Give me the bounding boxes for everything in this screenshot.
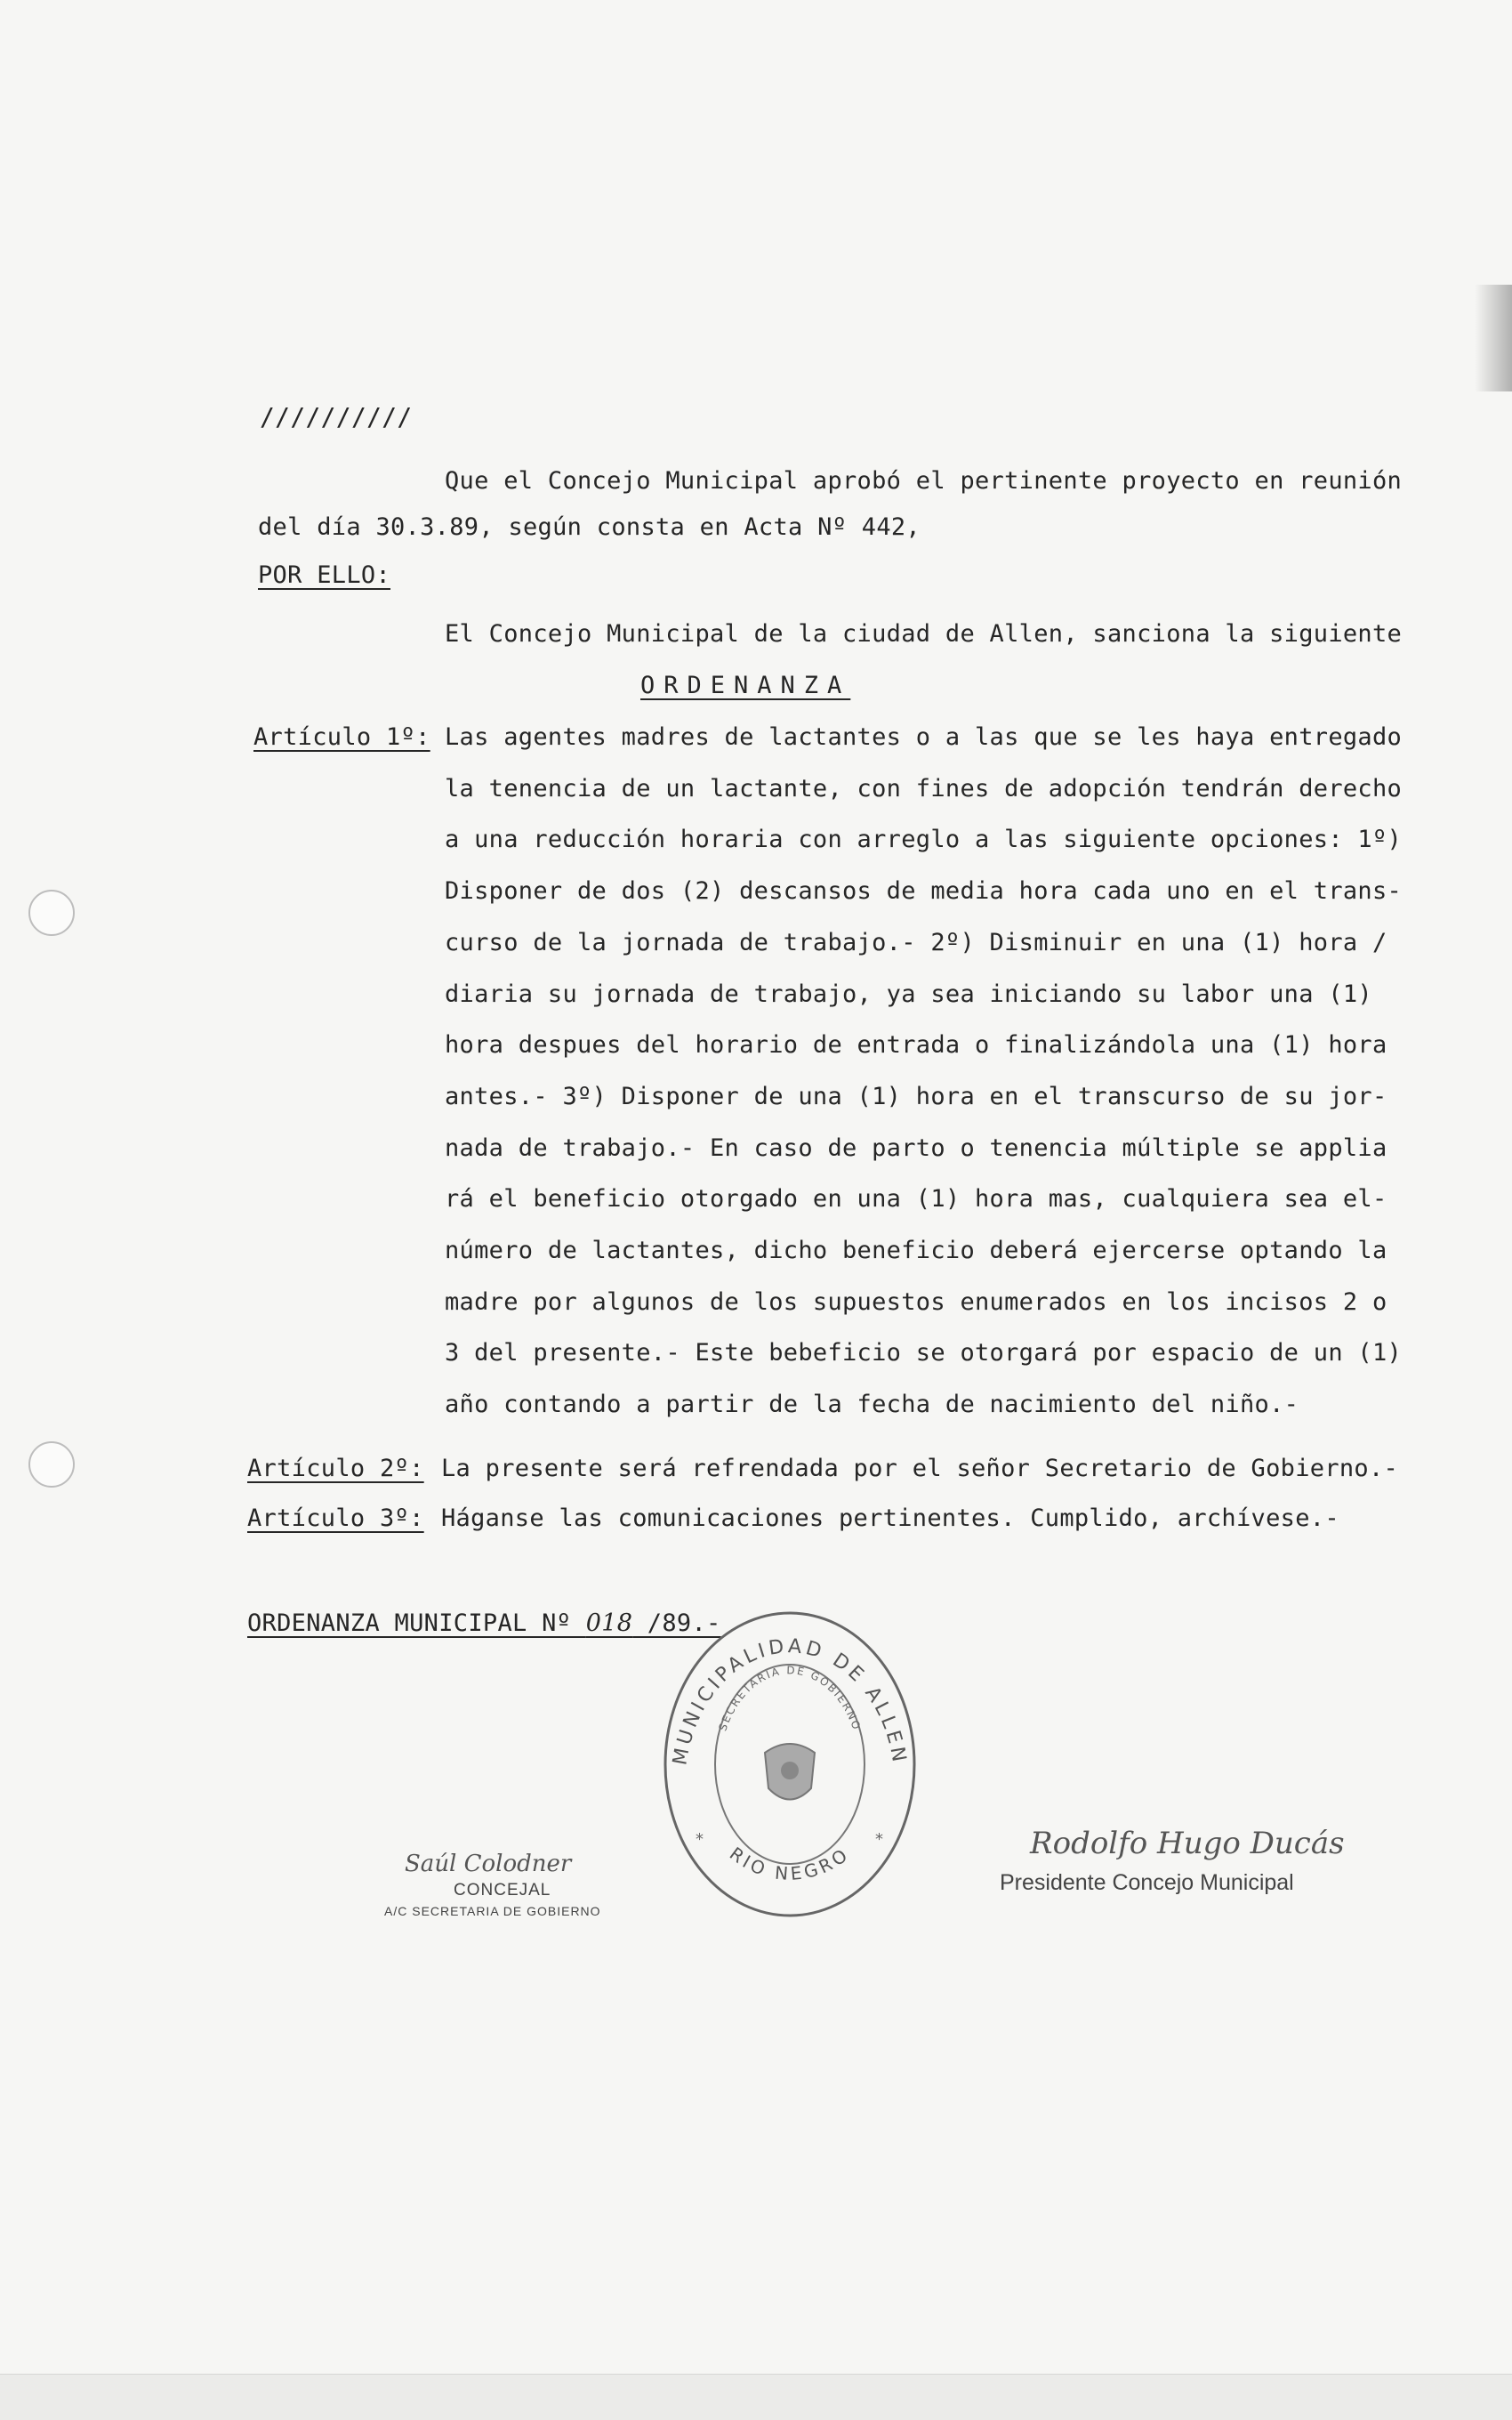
- seal-star-left: *: [696, 1830, 704, 1849]
- articulo-1-line: diaria su jornada de trabajo, ya sea iniciando su labor una (1): [445, 980, 1372, 1008]
- seal-bottom-text: RIO NEGRO: [725, 1843, 855, 1885]
- page-bottom-edge: [0, 2374, 1512, 2420]
- ordenanza-ref-prefix: ORDENANZA MUNICIPAL Nº: [247, 1609, 586, 1637]
- seal-emblem: [765, 1744, 815, 1800]
- articulo-1-line: madre por algunos de los supuestos enumerados en los incisos 2 o: [445, 1288, 1387, 1316]
- articulo-1-line: curso de la jornada de trabajo.- 2º) Disminuir en una (1) hora /: [445, 929, 1387, 956]
- punch-hole: [28, 890, 75, 936]
- por-ello-heading: POR ELLO:: [258, 561, 390, 589]
- articulo-1-line: Disponer de dos (2) descansos de media hora cada uno en el trans-: [445, 877, 1403, 905]
- signature-right-title: Presidente Concejo Municipal: [1000, 1870, 1294, 1895]
- articulo-1-line: antes.- 3º) Disponer de una (1) hora en el transcurso de su jor-: [445, 1083, 1387, 1110]
- signature-left-handwriting: Saúl Colodner: [405, 1851, 572, 1877]
- articulo-1-label: Artículo 1º:: [253, 723, 430, 751]
- ordenanza-reference: [247, 1609, 721, 1639]
- articulo-1-line: a una reducción horaria con arreglo a las siguiente opciones: 1º): [445, 826, 1403, 853]
- punch-hole: [28, 1441, 75, 1488]
- articulo-1-line: hora despues del horario de entrada o finalizándola una (1) hora: [445, 1031, 1387, 1059]
- municipal-seal-stamp: [660, 1606, 920, 1923]
- articulo-2-text: La presente será refrendada por el señor Secretario de Gobierno.-: [441, 1455, 1399, 1482]
- articulo-1-line: Las agentes madres de lactantes o a las que se les haya entregado: [445, 723, 1403, 751]
- ordenanza-ref-number: 018: [585, 1609, 633, 1637]
- page-edge-shadow: [1475, 285, 1512, 391]
- articulo-1-line: número de lactantes, dicho beneficio deberá ejercerse optando la: [445, 1237, 1387, 1264]
- articulo-3-text: Háganse las comunicaciones pertinentes. Cumplido, archívese.-: [441, 1504, 1339, 1532]
- ordenanza-ref-suffix: /89.-: [632, 1609, 721, 1637]
- seal-star-right: *: [875, 1830, 883, 1849]
- articulo-1-line: la tenencia de un lactante, con fines de adopción tendrán derecho: [445, 775, 1403, 803]
- svg-text:RIO NEGRO: [726, 1843, 854, 1884]
- articulo-1-line: rá el beneficio otorgado en una (1) hora mas, cualquiera sea el-: [445, 1185, 1387, 1213]
- ordenanza-title: ORDENANZA: [640, 672, 851, 699]
- sanciona-line: El Concejo Municipal de la ciudad de Allen, sanciona la siguiente: [445, 620, 1403, 648]
- articulo-2-label: Artículo 2º:: [247, 1455, 424, 1482]
- seal-outer-text: MUNICIPALIDAD DE ALLEN: [669, 1635, 911, 1767]
- header-slashes: //////////: [260, 402, 413, 432]
- signature-left-subtitle: A/C SECRETARIA DE GOBIERNO: [384, 1904, 601, 1918]
- articulo-1-line: año contando a partir de la fecha de nacimiento del niño.-: [445, 1391, 1299, 1418]
- articulo-3-label: Artículo 3º:: [247, 1504, 424, 1532]
- signature-left-title: CONCEJAL: [454, 1881, 551, 1900]
- articulo-1-line: 3 del presente.- Este bebeficio se otorgará por espacio de un (1): [445, 1339, 1403, 1367]
- intro-line-1: Que el Concejo Municipal aprobó el pertinente proyecto en reunión: [445, 467, 1403, 495]
- signature-right-handwriting: Rodolfo Hugo Ducás: [1030, 1826, 1345, 1861]
- articulo-1-line: nada de trabajo.- En caso de parto o tenencia múltiple se applia: [445, 1134, 1387, 1162]
- seal-inner-text: SECRETARIA DE GOBIERNO: [716, 1664, 864, 1733]
- intro-line-2: del día 30.3.89, según consta en Acta Nº 442,: [258, 513, 921, 541]
